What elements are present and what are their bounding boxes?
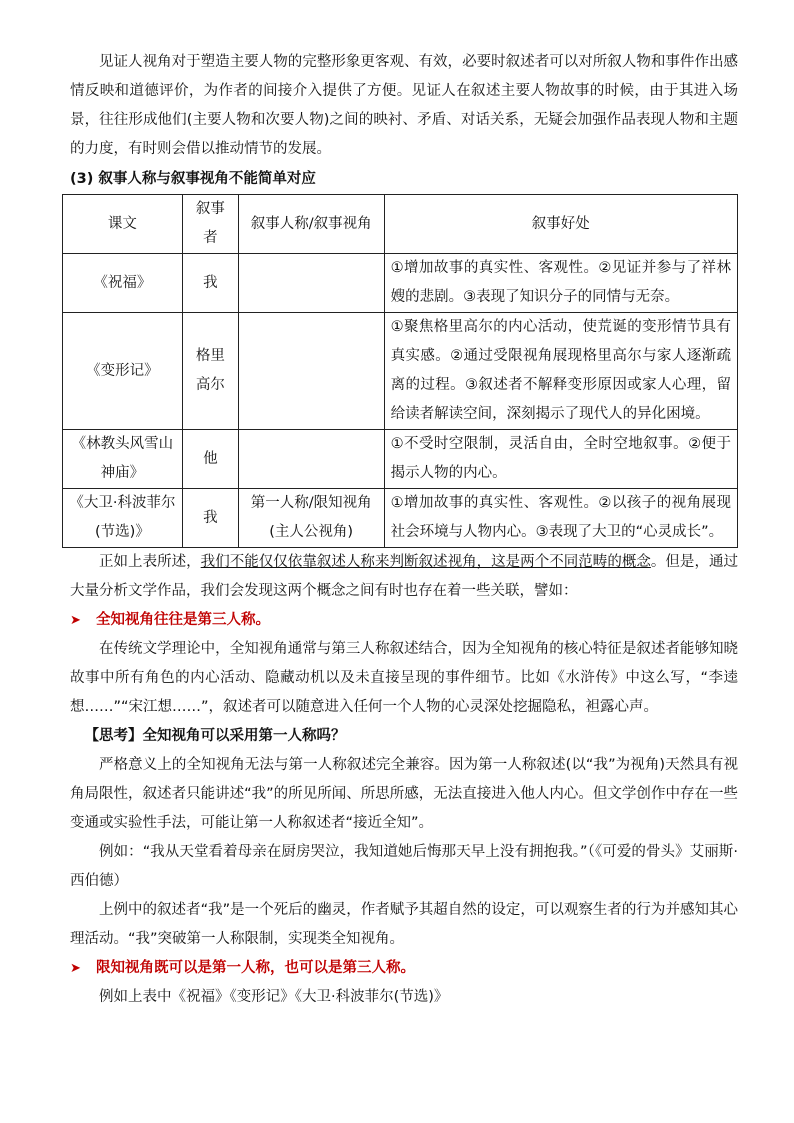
cell-narrator: 我 [182, 489, 238, 548]
cell-perspective [238, 430, 384, 489]
paragraph-limited-example: 例如上表中《祝福》《变形记》《大卫·科波菲尔(节选)》 [99, 989, 449, 1005]
cell-text: 《祝福》 [63, 254, 183, 313]
cell-benefit: ①聚焦格里高尔的内心活动，使荒诞的变形情节具有真实感。②通过受限视角展现格里高尔与家人逐渐疏离的过程。③叙述者不解释变形原因或家人心理，留给读者解读空间，深刻揭示了现代人的异化困境。 [384, 313, 737, 430]
cell-narrator: 我 [182, 254, 238, 313]
section-heading-3: (3) 叙事人称与叙事视角不能简单对应 [70, 171, 316, 187]
bullet-omniscient [70, 606, 738, 635]
summary-underlined: 我们不能仅仅依靠叙述人称来判断叙述视角，这是两个不同范畴的概念 [200, 554, 651, 570]
think-heading: 【思考】全知视角可以采用第一人称吗？ [84, 728, 346, 744]
paragraph-witness-perspective: 见证人视角对于塑造主要人物的完整形象更客观、有效，必要时叙述者可以对所叙人物和事件作出感情反映和道德评价，为作者的间接介入提供了方便。见证人在叙述主要人物故事的时候，由于其进入场景，往往形成他们(主要人物和次要人物)之间的映衬、矛盾、对话关系，无疑会加强作品表现人物和主题的力度，有时则会借以推动情节的发展。 [70, 54, 738, 157]
cell-text: 《变形记》 [63, 313, 183, 430]
paragraph-omniscient: 在传统文学理论中，全知视角通常与第三人称叙述结合，因为全知视角的核心特征是叙述者能够知晓故事中所有角色的内心活动、隐藏动机以及未直接呈现的事件细节。比如《水浒传》中这么写，“李逵想……”“宋江想……”，叙述者可以随意进入任何一个人物的心灵深处挖掘隐私，袒露心声。 [70, 641, 738, 715]
cell-benefit: ①增加故事的真实性、客观性。②以孩子的视角展现社会环境与人物内心。③表现了大卫的“心灵成长”。 [384, 489, 737, 548]
arrow-bullet-icon: ➤ [70, 961, 81, 976]
cell-narrator: 他 [182, 430, 238, 489]
cell-perspective: 第一人称/限知视角(主人公视角) [238, 489, 384, 548]
table-header-perspective: 叙事人称/叙事视角 [238, 195, 384, 254]
paragraph-table-summary [70, 548, 738, 606]
table-row [63, 254, 738, 313]
bullet-text: 限知视角既可以是第一人称，也可以是第三人称。 [96, 960, 415, 976]
arrow-bullet-icon: ➤ [70, 613, 81, 628]
cell-narrator: 格里高尔 [182, 313, 238, 430]
table-row [63, 489, 738, 548]
cell-text: 《林教头风雪山神庙》 [63, 430, 183, 489]
bullet-text: 全知视角往往是第三人称。 [96, 612, 270, 628]
narrative-table [62, 194, 738, 548]
paragraph-first-person: 严格意义上的全知视角无法与第一人称叙述完全兼容。因为第一人称叙述(以“我”为视角)天然具有视角局限性，叙述者只能讲述“我”的所见所闻、所思所感，无法直接进入他人内心。但文学创作中存在一些变通或实验性手法，可能让第一人称叙述者“接近全知”。 [70, 757, 738, 831]
cell-benefit: ①不受时空限制，灵活自由，全时空地叙事。②便于揭示人物的内心。 [384, 430, 737, 489]
paragraph-example-analysis: 上例中的叙述者“我”是一个死后的幽灵，作者赋予其超自然的设定，可以观察生者的行为并感知其心理活动。“我”突破第一人称限制，实现类全知视角。 [70, 902, 738, 947]
summary-pre: 正如上表所述， [99, 554, 201, 570]
table-header-benefit: 叙事好处 [384, 195, 737, 254]
table-header-narrator: 叙事者 [182, 195, 238, 254]
summary-post: 。但是，通过大量分析文学作品，我们会发现这两个概念之间有时也存在着一些关联，譬如： [70, 554, 739, 599]
cell-benefit: ①增加故事的真实性、客观性。②见证并参与了祥林嫂的悲剧。③表现了知识分子的同情与无奈。 [384, 254, 737, 313]
cell-text: 《大卫·科波菲尔(节选)》 [63, 489, 183, 548]
table-header-text: 课文 [63, 195, 183, 254]
table-row [63, 430, 738, 489]
table-row [63, 313, 738, 430]
paragraph-example: 例如：“我从天堂看着母亲在厨房哭泣，我知道她后悔那天早上没有拥抱我。”（《可爱的骨头》艾丽斯·西伯德） [70, 844, 738, 889]
cell-perspective [238, 313, 384, 430]
table-header-row [63, 195, 738, 254]
document-page [70, 48, 738, 1012]
bullet-limited [70, 954, 738, 983]
cell-perspective [238, 254, 384, 313]
